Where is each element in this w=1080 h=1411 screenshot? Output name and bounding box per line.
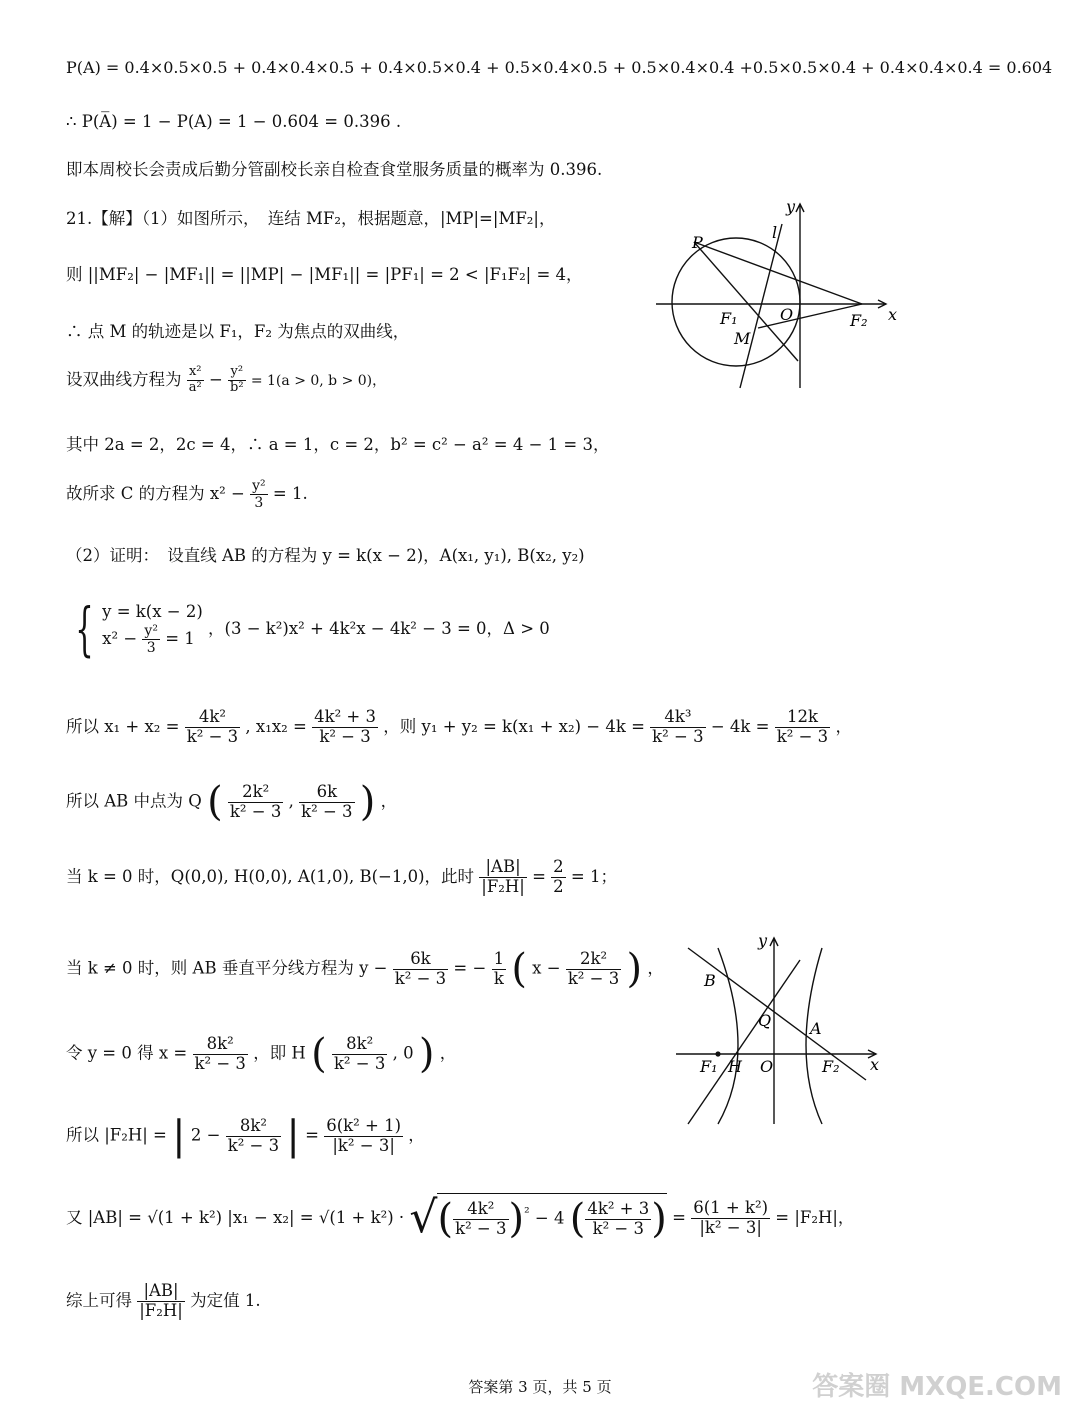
equation-system: [66, 595, 550, 663]
midpoint-q-line: 所以 AB 中点为 Q ( $\frac{\text{2k²}}{\text{k² − 3}}$ , $\frac{6k}{\text{k² − 3}}$ ) ，: [66, 779, 398, 825]
line-l: [740, 224, 782, 388]
fraction-x2-a2: $\frac{\text{x²}}{\text{a²}}$: [188, 364, 202, 395]
label-y: y: [786, 197, 796, 216]
system-eq-2: x² − $\frac{\text{y²}}{3}$ = 1: [102, 623, 195, 657]
vieta-line: 所以 x₁ + x₂ = $\frac{\text{4k²}}{\text{k² − 3}}$ , x₁x₂ = $\frac{\text{4k² + 3}}{\text{k² − 3}}$ ，则 y₁ + y₂ = k(x₁ + x₂) − 4k = $\frac{\text{4k³}}{\text{k² − 3}}$ − 4k = $\frac{12k}{\text{k² − 3}}$ ，: [66, 707, 852, 746]
page-footer: 答案第 3 页，共 5 页: [468, 1378, 612, 1396]
complement-probability-line: ∴ P(A̅) = 1 − P(A) = 1 − 0.604 = 0.396 .: [66, 112, 402, 131]
figure-circle-construction: [650, 196, 910, 396]
conclusion-line: 即本周校长会责成后勤分管副校长亲自检查食堂服务质量的概率为 0.396.: [66, 160, 603, 179]
hyperbola-equation-setup: 设双曲线方程为 $\frac{\text{x²}}{\text{a²}}$ − $\frac{\text{y²}}{\text{b²}}$ = 1(a > 0, b > 0)，: [66, 364, 387, 395]
problem-21-header: 21.【解】（1）如图所示， 连结 MF₂，根据题意，|MP|=|MF₂|，: [66, 209, 556, 228]
setup-text: 设双曲线方程为: [66, 369, 182, 389]
part-2-setup: （2）证明： 设直线 AB 的方程为 y = k(x − 2)，A(x₁, y₁), B(x₂, y₂): [66, 546, 585, 565]
label-b: B: [704, 971, 716, 990]
brace-icon: {: [75, 595, 94, 663]
label-m: M: [734, 329, 751, 348]
locus-statement-line: ∴ 点 M 的轨迹是以 F₁，F₂ 为焦点的双曲线，: [66, 322, 410, 341]
label-o: O: [760, 1057, 774, 1076]
radical-icon: √: [409, 1192, 438, 1243]
label-l: l: [772, 223, 778, 242]
label-a: A: [810, 1019, 822, 1038]
system-eq-1: y = k(x − 2): [102, 601, 203, 621]
label-o: O: [780, 305, 794, 324]
ab-length-line: 又 |AB| = √(1 + k²) |x₁ − x₂| = √(1 + k²) · √( $\frac{\text{4k²}}{\text{k² − 3}}$ )$^{^2}$ − 4 ( $\frac{\text{4k² + 3}}{\text{k² − 3}}$ ) = $\frac{\text{6(1 + k²)}}{\text{|k² − 3|}}$ = |F₂H|，: [66, 1192, 855, 1243]
label-p: P: [692, 233, 703, 252]
watermark-logo: 答案圈 MXQE.COM: [812, 1372, 1062, 1402]
final-conclusion: 综上可得 $\frac{|AB|}{\text{|F₂H|}}$ 为定值 1.: [66, 1281, 261, 1320]
line-pf2: [694, 242, 862, 304]
label-f1: F₁: [700, 1057, 718, 1076]
label-x: x: [888, 305, 898, 324]
quadratic-equation: ，(3 − k²)x² + 4k²x − 4k² − 3 = 0，Δ > 0: [208, 619, 550, 639]
focus-f1-dot: [715, 1051, 720, 1056]
label-q: Q: [758, 1011, 772, 1030]
hyperbola-left-branch: [718, 948, 738, 1124]
label-h: H: [728, 1057, 742, 1076]
label-x: x: [870, 1055, 880, 1074]
probability-sum-line: P(A) = 0.4×0.5×0.5 + 0.4×0.4×0.5 + 0.4×0.5×0.4 + 0.5×0.4×0.5 + 0.5×0.4×0.4 +0.5×0.5×0.4 + 0.4×0.4×0.4 = 0.604: [66, 58, 1053, 77]
distance-difference-line: 则 ||MF₂| − |MF₁|| = ||MP| − |MF₁|| = |PF₁| = 2 < |F₁F₂| = 4，: [66, 265, 583, 284]
f2h-length-line: 所以 |F₂H| = | 2 − $\frac{\text{8k²}}{\text{k² − 3}}$ | = $\frac{\text{6(k² + 1)}}{\text{|k² − 3|}}$ ，: [66, 1113, 425, 1159]
figure-hyperbola-chord: [670, 930, 900, 1130]
fraction-y2-3: $\frac{\text{y²}}{3}$: [252, 478, 266, 512]
point-h-line: 令 y = 0 得 x = $\frac{\text{8k²}}{\text{k² − 3}}$ ，即 H ( $\frac{\text{8k²}}{\text{k² − 3}}$ , 0 ) ，: [66, 1031, 457, 1077]
fraction-y2-b2: $\frac{\text{y²}}{\text{b²}}$: [230, 364, 244, 395]
line-mf2: [758, 304, 862, 328]
label-f2: F₂: [822, 1057, 840, 1076]
label-f2: F₂: [850, 311, 868, 330]
curve-c-equation: 故所求 C 的方程为 x² − $\frac{\text{y²}}{3}$ = 1.: [66, 478, 308, 512]
k-zero-case: 当 k = 0 时，Q(0,0), H(0,0), A(1,0), B(−1,0)，此时 $\frac{|AB|}{\text{|F₂H|}}$ = $\frac{2}{2}$ = 1；: [66, 857, 617, 896]
label-f1: F₁: [720, 309, 738, 328]
setup-condition: = 1(a > 0, b > 0)，: [250, 372, 387, 389]
label-y: y: [758, 931, 768, 950]
perpendicular-bisector-line: 当 k ≠ 0 时，则 AB 垂直平分线方程为 y − $\frac{6k}{\text{k² − 3}}$ = − $\frac{1}{k}$ ( x − $\frac{\text{2k²}}{\text{k² − 3}}$ ) ，: [66, 946, 664, 992]
parameter-values-line: 其中 2a = 2，2c = 4，∴ a = 1，c = 2，b² = c² − a² = 4 − 1 = 3，: [66, 435, 610, 454]
